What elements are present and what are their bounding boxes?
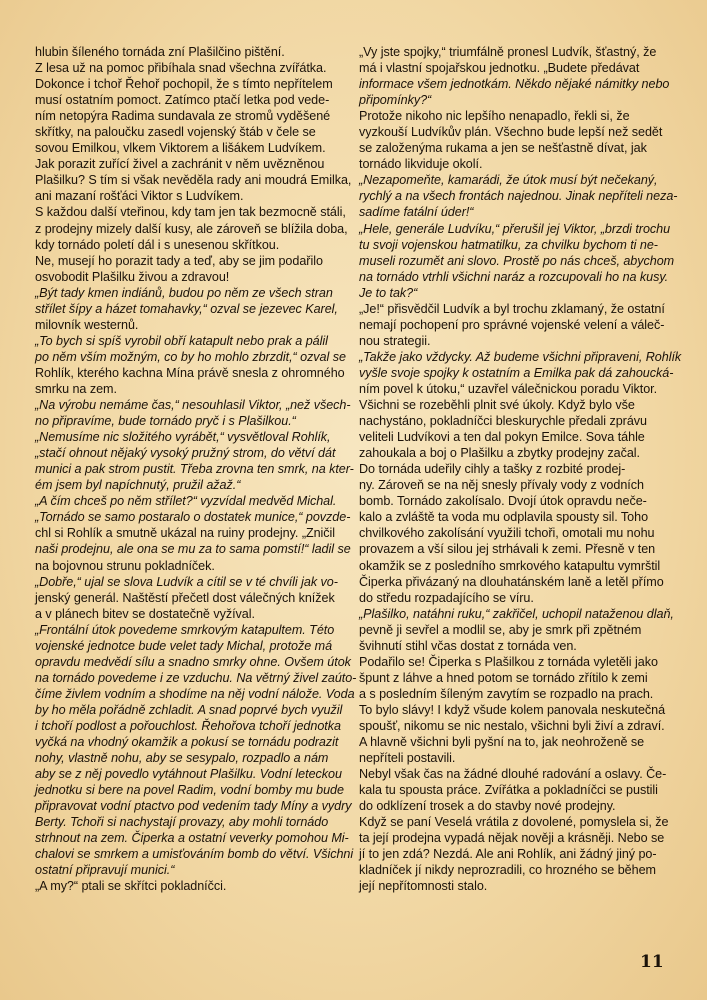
- text-line: bomb. Tornádo zakolísalo. Dvojí útok opravdu neče-: [359, 494, 647, 509]
- text-line: nou strategii.: [359, 333, 431, 348]
- text-line: po něm vším možným, co by ho mohlo zbrzdit,“ ozval se: [35, 349, 346, 364]
- text-line: musí ostatním pomoct. Zatímco ptačí letka pod vede-: [35, 93, 330, 108]
- text-line: střílet šípy a házet tomahavky,“ ozval se jezevec Karel,: [35, 301, 338, 316]
- text-line: kala tu spousta práce. Zvířátka a pokladníčci se pustili: [359, 783, 658, 798]
- text-line: „Tornádo se samo postaralo o dostatek munice,“ povzde-: [35, 510, 351, 525]
- text-line: museli rozumět ani slovo. Prostě po nás chceš, abychom: [359, 253, 675, 268]
- text-line: Podařilo se! Čiperka s Plašilkou z tornáda vyletěli jako: [359, 654, 658, 669]
- text-line: špunt z láhve a hned potom se tornádo zřítilo k zemi: [359, 670, 648, 685]
- text-line: nohy, vlastně nohu, aby se sesypalo, rozpadlo a nám: [35, 751, 329, 766]
- text-line: osvobodit Plašilku živou a zdravou!: [35, 269, 230, 284]
- text-line: „Nezapomeňte, kamarádi, že útok musí být nečekaný,: [359, 173, 658, 188]
- text-line: „Takže jako vždycky. Až budeme všichni připraveni, Rohlík: [359, 349, 682, 364]
- text-line: by ho měla pořádně zchladit. A snad poprvé bych využil: [35, 702, 343, 717]
- text-line: „A my?“ ptali se skřítci pokladníčci.: [35, 879, 227, 894]
- text-line: „Být tady kmen indiánů, budou po něm ze všech stran: [35, 285, 333, 300]
- text-line: ním povel k útoku,“ uzavřel válečnickou poradu Viktor.: [359, 381, 658, 396]
- text-line: „stačí ohnout nějaký vysoký pružný strom, do větví dát: [35, 446, 336, 461]
- text-line: „To bych si spíš vyrobil obří katapult nebo prak a pálil: [35, 333, 328, 348]
- text-line: její nepřítomnosti stalo.: [359, 879, 488, 894]
- text-line: hlubin šíleného tornáda zní Plašilčino pištění.: [35, 45, 285, 59]
- text-line: má i vlastní spojařskou jednotku. „Budete předávat: [359, 61, 640, 76]
- text-line: do odklízení trosek a do stavby nové prodejny.: [359, 799, 616, 814]
- text-line: vyzkouší Ludvíkův plán. Všechno bude lepší než sedět: [359, 125, 663, 140]
- text-line: rychlý a na všech frontách najednou. Jinak nepříteli neza-: [359, 189, 678, 204]
- text-line: „Frontální útok povedeme smrkovým katapultem. Této: [35, 622, 335, 637]
- right-text-column: [359, 44, 682, 894]
- text-line: skřítky, na paloučku zasedl vojenský štáb v čele se: [35, 125, 316, 140]
- text-line: Z lesa už na pomoc přibíhala snad všechna zvířátka.: [35, 61, 327, 76]
- text-line: sovou Emilkou, vlkem Viktorem a lišákem Ludvíkem.: [35, 141, 326, 156]
- text-line: smrku na zem.: [35, 381, 117, 396]
- text-line: kladníček jí nikdy neprozradili, co hrozného se během: [359, 863, 656, 878]
- text-line: švihnutí stihl včas dostat z tornáda ven.: [359, 638, 577, 653]
- text-line: jí to jen zdá? Nezdá. Ale ani Rohlík, ani žádný jiný po-: [359, 847, 657, 862]
- text-line: zahoukala a boj o Plašilku a zbytky prodejny začal.: [359, 446, 640, 461]
- text-line: veliteli Ludvíkovi a ten dal pokyn Emilce. Sova táhle: [359, 430, 645, 445]
- text-line: milovník westernů.: [35, 317, 139, 332]
- text-line: jenský generál. Naštěstí přečetl dost válečných knížek: [35, 590, 335, 605]
- text-line: Berty. Tchoři si nachystají provazy, aby mohli tornádo: [35, 815, 329, 830]
- text-line: chvilkového zakolísání využili tchoři, omotali mu nohu: [359, 526, 655, 541]
- text-line: informace všem jednotkám. Někdo nějaké námitky nebo: [359, 77, 670, 92]
- text-line: z prodejny mizely další kusy, ale zároveň se blížila doba,: [35, 221, 348, 236]
- text-line: Do tornáda udeřily cihly a tašky z rozbité prodej-: [359, 462, 626, 477]
- text-line: strhnout na zem. Čiperka a ostatní veverky pomohou Mi-: [35, 831, 349, 846]
- text-line: vojenské jednotce bude velet tady Michal, protože má: [35, 638, 333, 653]
- text-line: připomínky?“: [359, 93, 432, 108]
- text-line: připravovat vodní ptactvo pod vedením tady Míny a vydry: [35, 799, 352, 814]
- text-line: na tornádo vtrhli všichni naráz a rozcupovali ho na kusy.: [359, 269, 669, 284]
- text-line: Je to tak?“: [359, 285, 418, 300]
- text-line: Když se paní Veselá vrátila z dovolené, pomyslela si, že: [359, 815, 669, 830]
- text-line: do středu rozpadajícího se víru.: [359, 590, 534, 605]
- text-line: pevně ji sevřel a modlil se, aby je smrk při zpětném: [359, 622, 642, 637]
- text-line: A hlavně všichni byli pyšní na to, jak neohroženě se: [359, 735, 645, 750]
- text-line: Čiperka přivázaný na dlouhatánském laně a letěl přímo: [359, 574, 664, 589]
- page-number: 11: [640, 952, 664, 972]
- text-line: číme živlem vodním a shodíme na něj vodní nálože. Voda: [35, 686, 355, 701]
- text-line: nachystáno, pokladníčci bleskurychle předali zprávu: [359, 414, 647, 429]
- text-line: kalo a zvláště ta voda mu odplavila spousty sil. Toho: [359, 510, 649, 525]
- text-line: To bylo slávy! I když všude kolem panovala neskutečná: [359, 702, 666, 717]
- text-line: nepříteli postavili.: [359, 751, 456, 766]
- text-line: kdy tornádo poletí dál i s unesenou skřítkou.: [35, 237, 280, 252]
- text-line: „Na výrobu nemáme čas,“ nesouhlasil Viktor, „než všech-: [35, 398, 351, 413]
- text-line: no připravíme, bude tornádo pryč i s Plašilkou.“: [35, 414, 296, 429]
- text-line: nemají pochopení pro správné vojenské velení a váleč-: [359, 317, 665, 332]
- text-line: Protože nikoho nic lepšího nenapadlo, řekli si, že: [359, 109, 630, 124]
- text-line: Dokonce i tchoř Řehoř pochopil, že s tímto nepřítelem: [35, 77, 333, 92]
- text-line: naši prodejnu, ale ona se mu za to sama pomstí!“ ladil se: [35, 542, 351, 557]
- text-line: tornádo likviduje okolí.: [359, 157, 483, 172]
- text-line: na bojovnou strunu pokladníček.: [35, 558, 215, 573]
- text-line: okamžik se z posledního smrkového katapultu vymrštil: [359, 558, 661, 573]
- text-line: munici a pak strom pustit. Třeba zrovna ten smrk, na kter-: [35, 462, 354, 477]
- text-line: a v plánech bitev se dostatečně vyžíval.: [35, 606, 255, 621]
- text-line: vyčká na vhodný okamžik a pokusí se tornádu podrazit: [35, 735, 339, 750]
- text-line: ta její prodejna vypadá nějak nověji a krásněji. Nebo se: [359, 831, 665, 846]
- text-line: Nebyl však čas na žádné dlouhé radování a oslavy. Če-: [359, 767, 667, 782]
- text-line: ny. Zároveň se na něj snesly přívaly vody z vodních: [359, 478, 644, 493]
- text-line: sadíme fatální úder!“: [359, 205, 474, 220]
- text-line: „A čím chceš po něm střílet?“ vyzvídal medvěd Michal.: [35, 494, 337, 509]
- text-line: Ne, musejí ho porazit tady a teď, aby se jim podařilo: [35, 253, 323, 268]
- text-line: „Vy jste spojky,“ triumfálně pronesl Ludvík, šťastný, že: [359, 45, 657, 59]
- text-line: „Nemusíme nic složitého vyrábět,“ vysvětloval Rohlík,: [35, 430, 331, 445]
- text-line: vyšle svoje spojky k ostatním a Emilka pak dá zahoucká-: [359, 365, 674, 380]
- text-line: ostatní připravují munici.“: [35, 863, 175, 878]
- text-line: i tchoří podlost a pořouchlost. Řehořova tchoří jednotka: [35, 718, 341, 733]
- text-line: aby se z něj povedlo vytáhnout Plašilku. Vodní leteckou: [35, 767, 342, 782]
- text-line: tu svoji vojenskou hatmatilku, za chvilku bychom ti ne-: [359, 237, 658, 252]
- text-line: chalovi se smrkem a umisťováním bomb do větví. Všichni: [35, 847, 354, 862]
- text-line: Rohlík, kterého kachna Mína právě snesla z ohromného: [35, 365, 345, 380]
- text-line: Jak porazit zuřící živel a zachránit v něm uvězněnou: [35, 157, 325, 172]
- text-line: ani mazaní rošťáci Viktor s Ludvíkem.: [35, 189, 244, 204]
- left-text-column: [35, 44, 357, 894]
- text-line: se založenýma rukama a jen se nešťastně dívat, jak: [359, 141, 647, 156]
- text-line: opravdu medvědí sílu a snadno smrky ohne. Ovšem útok: [35, 654, 351, 669]
- text-line: a s posledním šíleným zavytím se rozpadlo na prach.: [359, 686, 654, 701]
- text-line: „Je!“ přisvědčil Ludvík a byl trochu zklamaný, že ostatní: [359, 301, 665, 316]
- text-line: Plašilku? S tím si však nevěděla rady ani moudrá Emilka,: [35, 173, 352, 188]
- text-line: spoušť, nikomu se nic nestalo, všichni byli živí a zdraví.: [359, 718, 665, 733]
- text-line: S každou další vteřinou, kdy tam jen tak bezmocně stáli,: [35, 205, 346, 220]
- text-line: „Hele, generále Ludvíku,“ přerušil jej Viktor, „brzdi trochu: [359, 221, 671, 236]
- text-line: Všichni se rozeběhli plnit své úkoly. Když bylo vše: [359, 398, 635, 413]
- text-line: „Plašilko, natáhni ruku,“ zakřičel, uchopil nataženou dlaň,: [359, 606, 674, 621]
- text-line: jednotku si bere na povel Radim, vodní bomby mu bude: [35, 783, 344, 798]
- text-line: ním netopýra Radima sundavala ze stromů vyděšené: [35, 109, 331, 124]
- text-line: provazem a vší silou jej strhávali k zemi. Přesně v ten: [359, 542, 656, 557]
- text-line: ém jsem byl napíchnutý, pružil ažaž.“: [35, 478, 241, 493]
- text-line: „Dobře,“ ujal se slova Ludvík a cítil se v té chvíli jak vo-: [35, 574, 338, 589]
- text-line: na tornádo povedeme i ze vzduchu. Na větrný živel zaúto-: [35, 670, 357, 685]
- text-line: chl si Rohlík a smutně ukázal na ruiny prodejny. „Zničil: [35, 526, 336, 541]
